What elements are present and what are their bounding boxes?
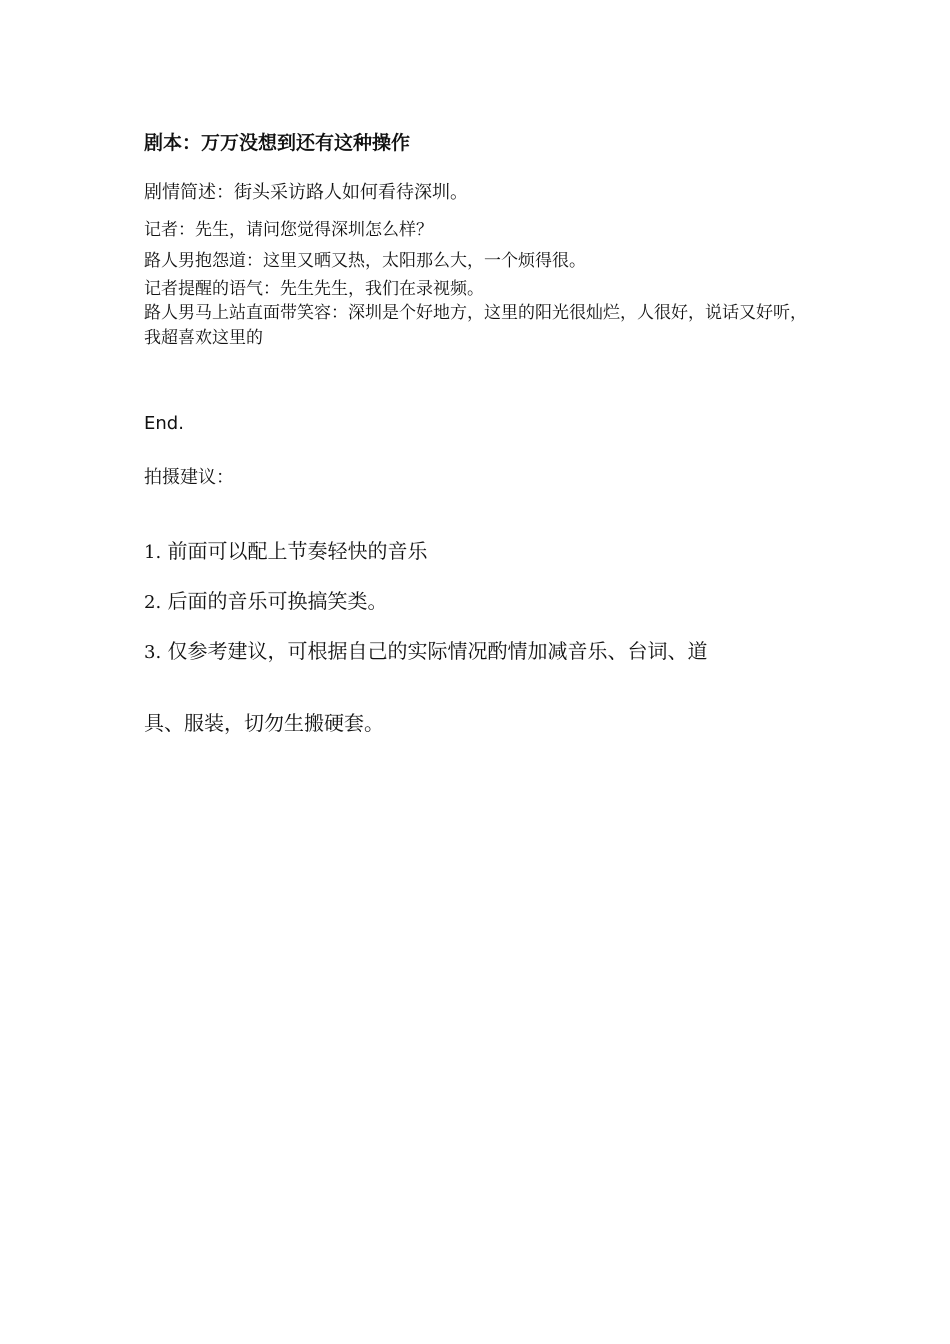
suggestion-text: 仅参考建议，可根据自己的实际情况酌情加减音乐、台词、道 bbox=[167, 639, 708, 663]
script-line-passerby-praise: 路人男马上站直面带笑容：深圳是个好地方，这里的阳光很灿烂，人很好，说话又好听，我超喜欢这里的 bbox=[144, 303, 807, 348]
suggestion-number: 3. bbox=[144, 642, 162, 663]
suggestion-text: 前面可以配上节奏轻快的音乐 bbox=[167, 539, 428, 563]
suggestions-heading: 拍摄建议： bbox=[144, 467, 234, 488]
suggestion-item bbox=[144, 535, 814, 564]
plot-summary: 剧情简述：街头采访路人如何看待深圳。 bbox=[144, 182, 468, 203]
suggestion-text: 后面的音乐可换搞笑类。 bbox=[167, 589, 388, 613]
suggestion-text: 具、服装，切勿生搬硬套。 bbox=[144, 711, 384, 735]
script-line-reporter-reminder: 记者提醒的语气：先生先生，我们在录视频。 bbox=[144, 279, 484, 299]
suggestion-number: 2. bbox=[144, 592, 162, 613]
suggestion-item bbox=[144, 635, 814, 664]
suggestion-item bbox=[144, 585, 814, 614]
end-marker: End. bbox=[144, 413, 184, 434]
script-line-passerby-complaint: 路人男抱怨道：这里又晒又热，太阳那么大，一个烦得很。 bbox=[144, 251, 586, 271]
script-title: 剧本：万万没想到还有这种操作 bbox=[144, 132, 411, 154]
suggestion-item-continued bbox=[144, 707, 814, 736]
script-line-reporter-question: 记者：先生，请问您觉得深圳怎么样？ bbox=[144, 220, 433, 240]
suggestion-number: 1. bbox=[144, 542, 162, 563]
